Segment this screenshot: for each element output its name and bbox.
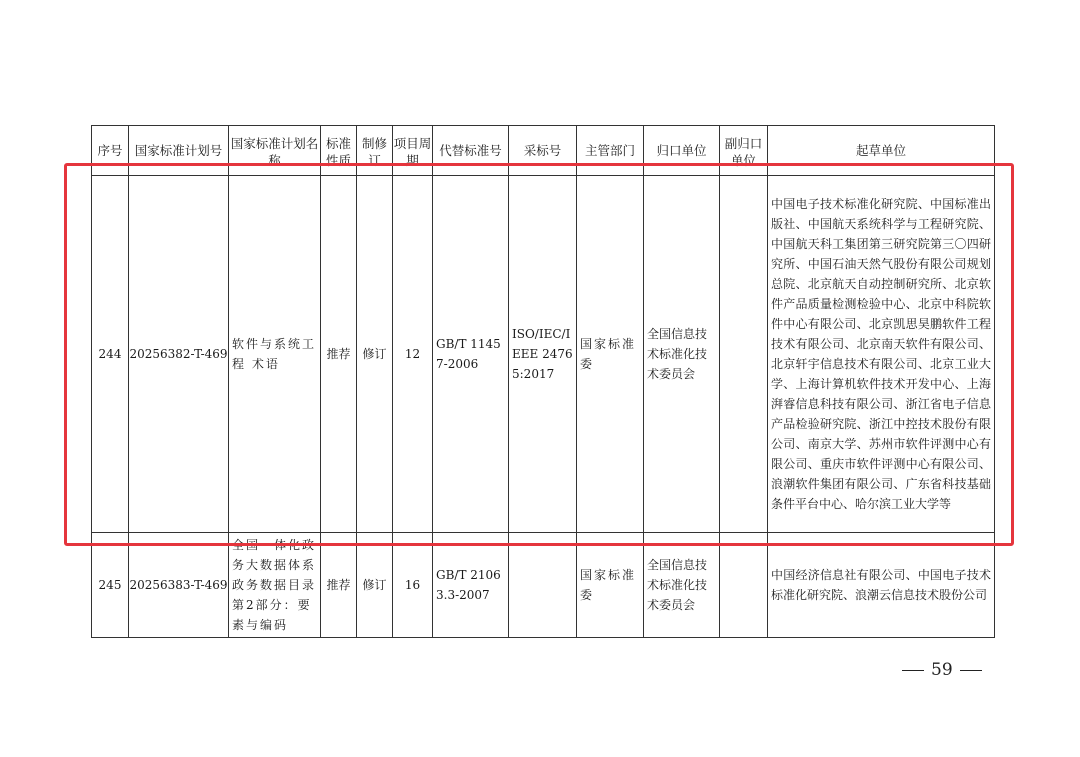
cell-type: 修订 [357,533,393,638]
cell-seq: 245 [92,533,129,638]
header-period: 项目周期 [393,126,433,176]
header-row [92,126,995,176]
header-sub-tc: 副归口单位 [720,126,768,176]
cell-replaces: GB/T 11457-2006 [433,176,509,533]
cell-type: 修订 [357,176,393,533]
cell-replaces: GB/T 21063.3-2007 [433,533,509,638]
table-row [92,533,995,638]
header-nature: 标准性质 [321,126,357,176]
dash-left [902,670,924,671]
header-name: 国家标准计划名称 [229,126,321,176]
cell-drafters: 中国电子技术标准化研究院、中国标准出版社、中国航天系统科学与工程研究院、中国航天科工集团第三研究院第三〇四研究所、中国石油天然气股份有限公司规划总院、北京航天自动控制研究所、北京软件产品质量检测检验中心、北京中科院软件中心有限公司、北京凯思昊鹏软件工程技术有限公司、北京南天软件有限公司、北京轩宇信息技术有限公司、北京工业大学、上海计算机软件技术开发中心、上海湃睿信息科技有限公司、浙江省电子信息产品检验研究院、浙江中控技术股份有限公司、南京大学、苏州市软件评测中心有限公司、重庆市软件评测中心有限公司、浪潮软件集团有限公司、广东省科技基础条件平台中心、哈尔滨工业大学等 [768,176,995,533]
standards-table [91,125,995,638]
page-number [895,660,989,680]
page-number-text: 59 [931,660,953,680]
cell-nature: 推荐 [321,533,357,638]
cell-name-text: 全国一体化政务大数据体系 政务数据目录 第2部分：要素与编码 [232,538,317,632]
dash-right [960,670,982,671]
cell-dept: 国家标准委 [577,533,644,638]
header-tc: 归口单位 [644,126,720,176]
cell-dept: 国家标准委 [577,176,644,533]
cell-tc: 全国信息技术标准化技术委员会 [644,533,720,638]
cell-plan-no: 20256383-T-469 [129,533,229,638]
cell-name: 软件与系统工程 术语 [229,176,321,533]
cell-period: 12 [393,176,433,533]
cell-sub-tc [720,176,768,533]
cell-nature: 推荐 [321,176,357,533]
cell-seq: 244 [92,176,129,533]
header-seq: 序号 [92,126,129,176]
header-type: 制修订 [357,126,393,176]
cell-adopted [509,533,577,638]
cell-tc: 全国信息技术标准化技术委员会 [644,176,720,533]
cell-sub-tc [720,533,768,638]
table-row [92,176,995,533]
cell-drafters: 中国经济信息社有限公司、中国电子技术标准化研究院、浪潮云信息技术股份公司 [768,533,995,638]
header-adopted: 采标号 [509,126,577,176]
cell-adopted: ISO/IEC/IEEE 24765:2017 [509,176,577,533]
header-dept: 主管部门 [577,126,644,176]
header-replaces: 代替标准号 [433,126,509,176]
header-drafters: 起草单位 [768,126,995,176]
cell-period: 16 [393,533,433,638]
cell-name [229,533,321,638]
header-plan-no: 国家标准计划号 [129,126,229,176]
cell-plan-no: 20256382-T-469 [129,176,229,533]
